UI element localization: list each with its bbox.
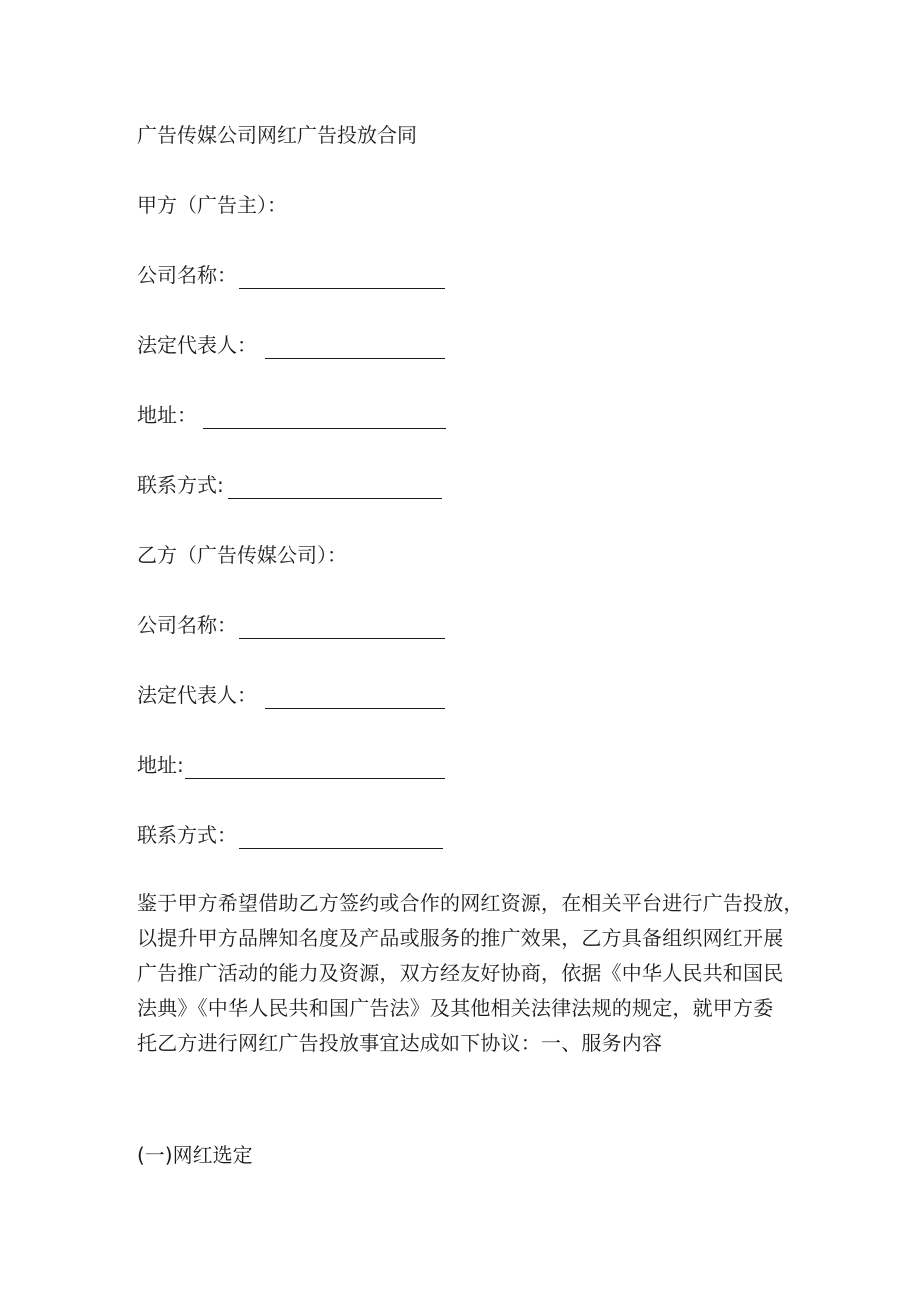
document-title bbox=[137, 121, 417, 149]
section-heading-text: (一)网红选定 bbox=[137, 1143, 253, 1167]
party-b-rep-label: 法定代表人： bbox=[137, 683, 257, 707]
party-a-company-label: 公司名称： bbox=[137, 263, 237, 287]
party-a-contact-label: 联系方式: bbox=[137, 473, 224, 497]
party-b-contact-row bbox=[137, 821, 443, 849]
party-a-rep-row bbox=[137, 331, 445, 359]
party-b-contact-label: 联系方式： bbox=[137, 823, 237, 847]
party-b-contact-field[interactable] bbox=[239, 828, 443, 849]
section-heading bbox=[137, 1141, 253, 1169]
party-a-address-row bbox=[137, 401, 446, 429]
party-a-address-label: 地址： bbox=[137, 403, 197, 427]
party-b-rep-field[interactable] bbox=[265, 688, 445, 709]
party-a-rep-label: 法定代表人： bbox=[137, 333, 257, 357]
party-b-company-label: 公司名称： bbox=[137, 613, 237, 637]
party-b-heading-text: 乙方（广告传媒公司）： bbox=[137, 543, 347, 567]
party-a-address-field[interactable] bbox=[203, 408, 446, 429]
preamble-line: 广告推广活动的能力及资源，双方经友好协商，依据《中华人民共和国民 bbox=[137, 961, 784, 985]
party-b-company-field[interactable] bbox=[239, 618, 445, 639]
party-a-company-field[interactable] bbox=[239, 268, 445, 289]
party-b-heading bbox=[137, 541, 347, 569]
party-a-company-row bbox=[137, 261, 445, 289]
preamble-line: 法典》《中华人民共和国广告法》及其他相关法律法规的规定，就甲方委 bbox=[137, 996, 774, 1020]
party-b-company-row bbox=[137, 611, 445, 639]
preamble-paragraph bbox=[137, 886, 802, 1061]
preamble-line: 托乙方进行网红广告投放事宜达成如下协议：一、服务内容 bbox=[137, 1031, 663, 1055]
preamble-line: 以提升甲方品牌知名度及产品或服务的推广效果，乙方具备组织网红开展 bbox=[137, 926, 784, 950]
party-b-address-field[interactable] bbox=[185, 758, 445, 779]
party-b-rep-row bbox=[137, 681, 445, 709]
party-a-heading-text: 甲方（广告主）： bbox=[137, 193, 287, 217]
party-a-rep-field[interactable] bbox=[265, 338, 445, 359]
party-a-contact-row bbox=[137, 471, 442, 499]
party-a-contact-field[interactable] bbox=[228, 478, 442, 499]
party-a-heading bbox=[137, 191, 287, 219]
title-text: 广告传媒公司网红广告投放合同 bbox=[137, 123, 417, 147]
preamble-line: 鉴于甲方希望借助乙方签约或合作的网红资源，在相关平台进行广告投放， bbox=[137, 891, 804, 915]
party-b-address-label: 地址: bbox=[137, 753, 184, 777]
party-b-address-row bbox=[137, 751, 445, 779]
